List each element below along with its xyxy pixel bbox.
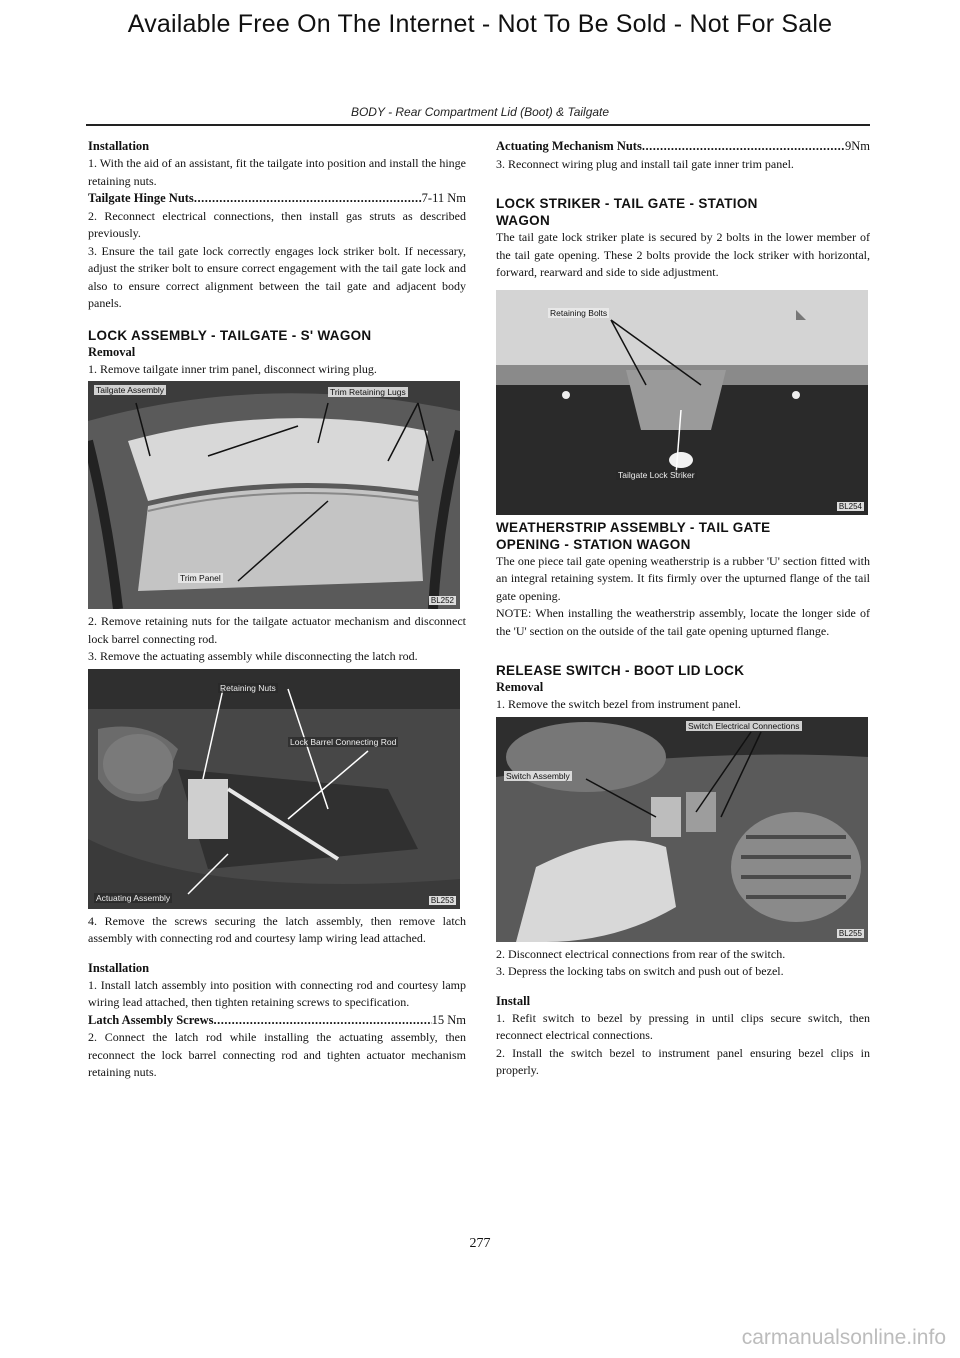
caption-retaining-nuts: Retaining Nuts [220, 682, 276, 693]
spec-leader-dots [213, 1012, 431, 1030]
lock-striker-paragraph: The tail gate lock striker plate is secured by 2 bolts in the lower member of the tail gate opening. These 2 bolts provide the lock striker with horizontal, forward, rearward and side to side adjustment. [496, 230, 870, 279]
caption-tailgate-lock-striker: Tailgate Lock Striker [618, 469, 695, 480]
spec-leader-dots [642, 138, 845, 156]
installation-step-1: 1. With the aid of an assistant, fit the tailgate into position and install the hinge retaining nuts. [88, 156, 466, 188]
page-number: 277 [469, 1236, 491, 1251]
photo-actuating-assembly-drawing [88, 669, 460, 909]
caption-trim-retaining-lugs: Trim Retaining Lugs [330, 387, 406, 397]
install-step-1: 1. Refit switch to bezel by pressing in until clips secure switch, then reconnect electrical connections. [496, 1010, 870, 1042]
photo-tailgate-trim [88, 381, 460, 609]
release-removal-step-1: 1. Remove the switch bezel from instrument panel. [496, 697, 741, 711]
install-step-2: 2. Install the switch bezel to instrument panel ensuring bezel clips in properly. [496, 1045, 870, 1077]
figure-code: BL255 [838, 928, 862, 938]
caption-switch-electrical-connections: Switch Electrical Connections [688, 720, 800, 731]
photo-release-switch [496, 717, 868, 942]
caption-lock-barrel-connecting-rod: Lock Barrel Connecting Rod [290, 736, 397, 747]
photo-lock-striker-drawing [496, 290, 868, 515]
photo-lock-striker [496, 290, 868, 515]
weatherstrip-heading [496, 519, 870, 553]
spec-value: 9Nm [845, 139, 870, 153]
release-removal-heading: Removal [496, 680, 544, 694]
spec-leader-dots [194, 190, 422, 208]
photo-actuating-assembly [88, 669, 460, 909]
figure-code: BL252 [430, 596, 454, 605]
removal-step-2: 2. Remove retaining nuts for the tailgate actuator mechanism and disconnect lock barrel connecting rod. [88, 614, 466, 646]
caption-trim-panel: Trim Panel [180, 573, 221, 583]
spec-value: 7-11 Nm [421, 191, 466, 205]
spec-value: 15 Nm [431, 1012, 466, 1027]
header-rule [86, 124, 870, 126]
caption-tailgate-assembly: Tailgate Assembly [96, 385, 165, 395]
weatherstrip-paragraph: The one piece tail gate opening weatherstrip is a rubber 'U' section fitted with an integral retaining system. It fits firmly over the upturned flange of the tail gate opening. [496, 553, 870, 603]
lock-striker-heading-line-2: WAGON [496, 213, 550, 228]
spec-tailgate-hinge-nuts [88, 190, 466, 208]
weatherstrip-heading-line-1: WEATHERSTRIP ASSEMBLY - TAIL GATE [496, 519, 771, 535]
right-column [496, 138, 870, 1080]
install-heading: Install [496, 993, 531, 1008]
removal-step-1: 1. Remove tailgate inner trim panel, disconnect wiring plug. [88, 361, 377, 376]
caption-switch-assembly: Switch Assembly [506, 770, 570, 781]
spec-label: Latch Assembly Screws [88, 1012, 214, 1027]
installation-heading: Installation [88, 139, 150, 153]
left-column [88, 138, 466, 1082]
availability-banner: Available Free On The Internet - Not To Be Sold - Not For Sale [127, 10, 833, 38]
spec-label: Actuating Mechanism Nuts [496, 139, 642, 153]
release-removal-step-2: 2. Disconnect electrical connections from rear of the switch. [496, 946, 786, 961]
spec-label: Tailgate Hinge Nuts [88, 191, 194, 205]
photo-tailgate-trim-drawing [88, 381, 460, 609]
caption-retaining-bolts: Retaining Bolts [550, 307, 608, 318]
reconnect-step-3: 3. Reconnect wiring plug and install tail gate inner trim panel. [496, 156, 794, 171]
figure-code: BL253 [430, 895, 454, 905]
installation-step-3: 3. Ensure the tail gate lock correctly engages lock striker bolt. If necessary, adjust the striker bolt to ensure correct engagement with the tail gate lock and also to ensure correct alignment between the tail gate and adjacent body panels. [88, 243, 466, 310]
installation-step-2: 2. Reconnect electrical connections, then install gas struts as described previously. [88, 208, 466, 240]
spec-actuating-mechanism-nuts [496, 138, 870, 156]
release-switch-heading: RELEASE SWITCH - BOOT LID LOCK [496, 663, 745, 678]
weatherstrip-heading-line-2: OPENING - STATION WAGON [496, 536, 691, 552]
installation2-step-2: 2. Connect the latch rod while installing the actuating assembly, then reconnect the lock barrel connecting rod and tighten actuator mechanism retaining nuts. [88, 1030, 466, 1079]
removal-step-3: 3. Remove the actuating assembly while disconnecting the latch rod. [88, 649, 418, 663]
spec-latch-assembly-screws [88, 1012, 466, 1030]
removal-step-4: 4. Remove the screws securing the latch assembly, then remove latch assembly with connecting rod and courtesy lamp wiring lead attached. [88, 913, 466, 945]
removal-heading: Removal [88, 344, 136, 359]
installation2-step-1: 1. Install latch assembly into position with connecting rod and courtesy lamp wiring lead attached, then tighten retaining screws to specification. [88, 977, 466, 1009]
lock-striker-heading [496, 195, 870, 229]
installation-heading-2: Installation [88, 960, 150, 975]
figure-code: BL254 [838, 501, 862, 511]
weatherstrip-note: NOTE: When installing the weatherstrip assembly, locate the longer side of the 'U' section on the outside of the tail gate opening upturned flange. [496, 606, 870, 638]
running-header: BODY - Rear Compartment Lid (Boot) & Tailgate [350, 105, 610, 119]
footer-watermark: carmanualsonline.info [741, 1326, 946, 1349]
lock-assembly-heading: LOCK ASSEMBLY - TAILGATE - S' WAGON [88, 327, 372, 343]
photo-release-switch-drawing [496, 717, 868, 942]
caption-actuating-assembly: Actuating Assembly [96, 892, 171, 903]
lock-striker-heading-line-1: LOCK STRIKER - TAIL GATE - STATION [496, 196, 758, 211]
release-removal-step-3: 3. Depress the locking tabs on switch and push out of bezel. [496, 964, 784, 978]
